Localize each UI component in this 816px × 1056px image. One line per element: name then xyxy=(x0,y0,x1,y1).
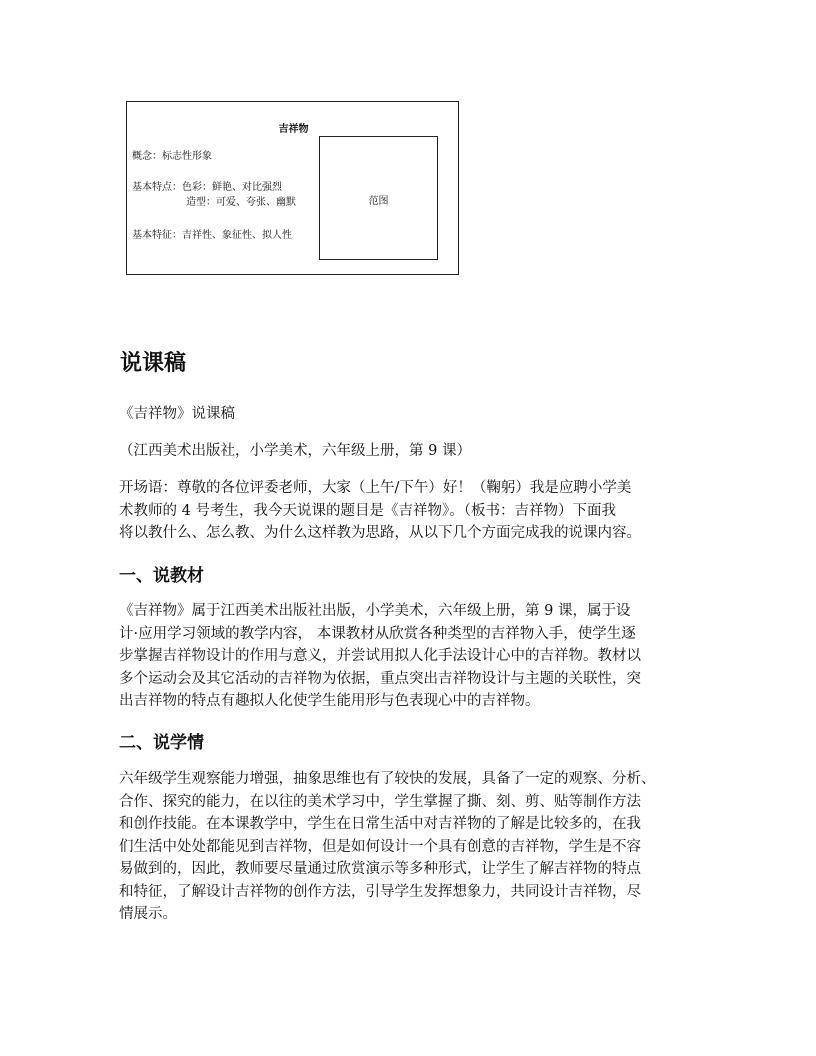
board-features-shape: 造型：可爱、夸张、幽默 xyxy=(186,197,296,208)
students-line: 和特征，了解设计吉祥物的创作方法，引导学生发挥想象力，共同设计吉祥物，尽 xyxy=(119,883,641,900)
opening-line: 开场语：尊敬的各位评委老师，大家（上午/下午）好！（鞠躬）我是应聘小学美 xyxy=(119,480,632,496)
sample-image-box xyxy=(319,136,438,260)
textbook-line: 出吉祥物的特点有趣拟人化使学生能用形与色表现心中的吉祥物。 xyxy=(119,693,540,709)
sample-image-label: 范图 xyxy=(368,196,389,207)
textbook-line: 《吉祥物》属于江西美术出版社出版，小学美术，六年级上册，第 9 课，属于设 xyxy=(119,603,631,619)
board-title: 吉祥物 xyxy=(278,124,309,135)
students-line: 六年级学生观察能力增强，抽象思维也有了较快的发展，具备了一定的观察、分析、 xyxy=(119,771,656,787)
opening-line: 将以教什么、怎么教、为什么这样教为思路，从以下几个方面完成我的说课内容。 xyxy=(119,525,641,541)
students-paragraph xyxy=(119,768,709,926)
lesson-subtitle: 《吉祥物》说课稿 xyxy=(119,406,235,422)
section-heading-textbook: 一、说教材 xyxy=(119,566,204,586)
textbook-line: 步掌握吉祥物设计的作用与意义，并尝试用拟人化手法设计心中的吉祥物。教材以 xyxy=(119,648,641,664)
textbook-source: （江西美术出版社，小学美术，六年级上册，第 9 课） xyxy=(119,443,471,459)
opening-line: 术教师的 4 号考生，我今天说课的题目是《吉祥物》。（板书：吉祥物）下面我 xyxy=(119,502,616,519)
textbook-paragraph xyxy=(119,600,709,713)
students-line: 合作、探究的能力，在以往的美术学习中，学生掌握了撕、刻、剪、贴等制作方法 xyxy=(119,793,641,810)
opening-paragraph xyxy=(119,477,709,545)
board-features-color: 基本特点：色彩：鲜艳、对比强烈 xyxy=(132,182,282,193)
textbook-line: 多个运动会及其它活动的吉祥物为依据，重点突出吉祥物设计与主题的关联性，突 xyxy=(119,670,641,687)
blackboard-diagram xyxy=(126,101,459,275)
students-line: 们生活中处处都能见到吉祥物，但是如何设计一个具有创意的吉祥物，学生是不容 xyxy=(119,838,641,855)
board-traits: 基本特征：吉祥性、象征性、拟人性 xyxy=(132,230,292,241)
section-heading-students: 二、说学情 xyxy=(119,733,204,753)
students-line: 易做到的，因此，教师要尽量通过欣赏演示等多种形式，让学生了解吉祥物的特点 xyxy=(119,861,641,877)
students-line: 情展示。 xyxy=(119,906,177,922)
students-line: 和创作技能。在本课教学中，学生在日常生活中对吉祥物的了解是比较多的，在我 xyxy=(119,816,641,832)
document-title: 说课稿 xyxy=(120,351,187,376)
textbook-line: 计·应用学习领域的教学内容， 本课教材从欣赏各种类型的吉祥物入手，使学生逐 xyxy=(119,625,636,642)
board-concept: 概念：标志性形象 xyxy=(132,151,212,162)
